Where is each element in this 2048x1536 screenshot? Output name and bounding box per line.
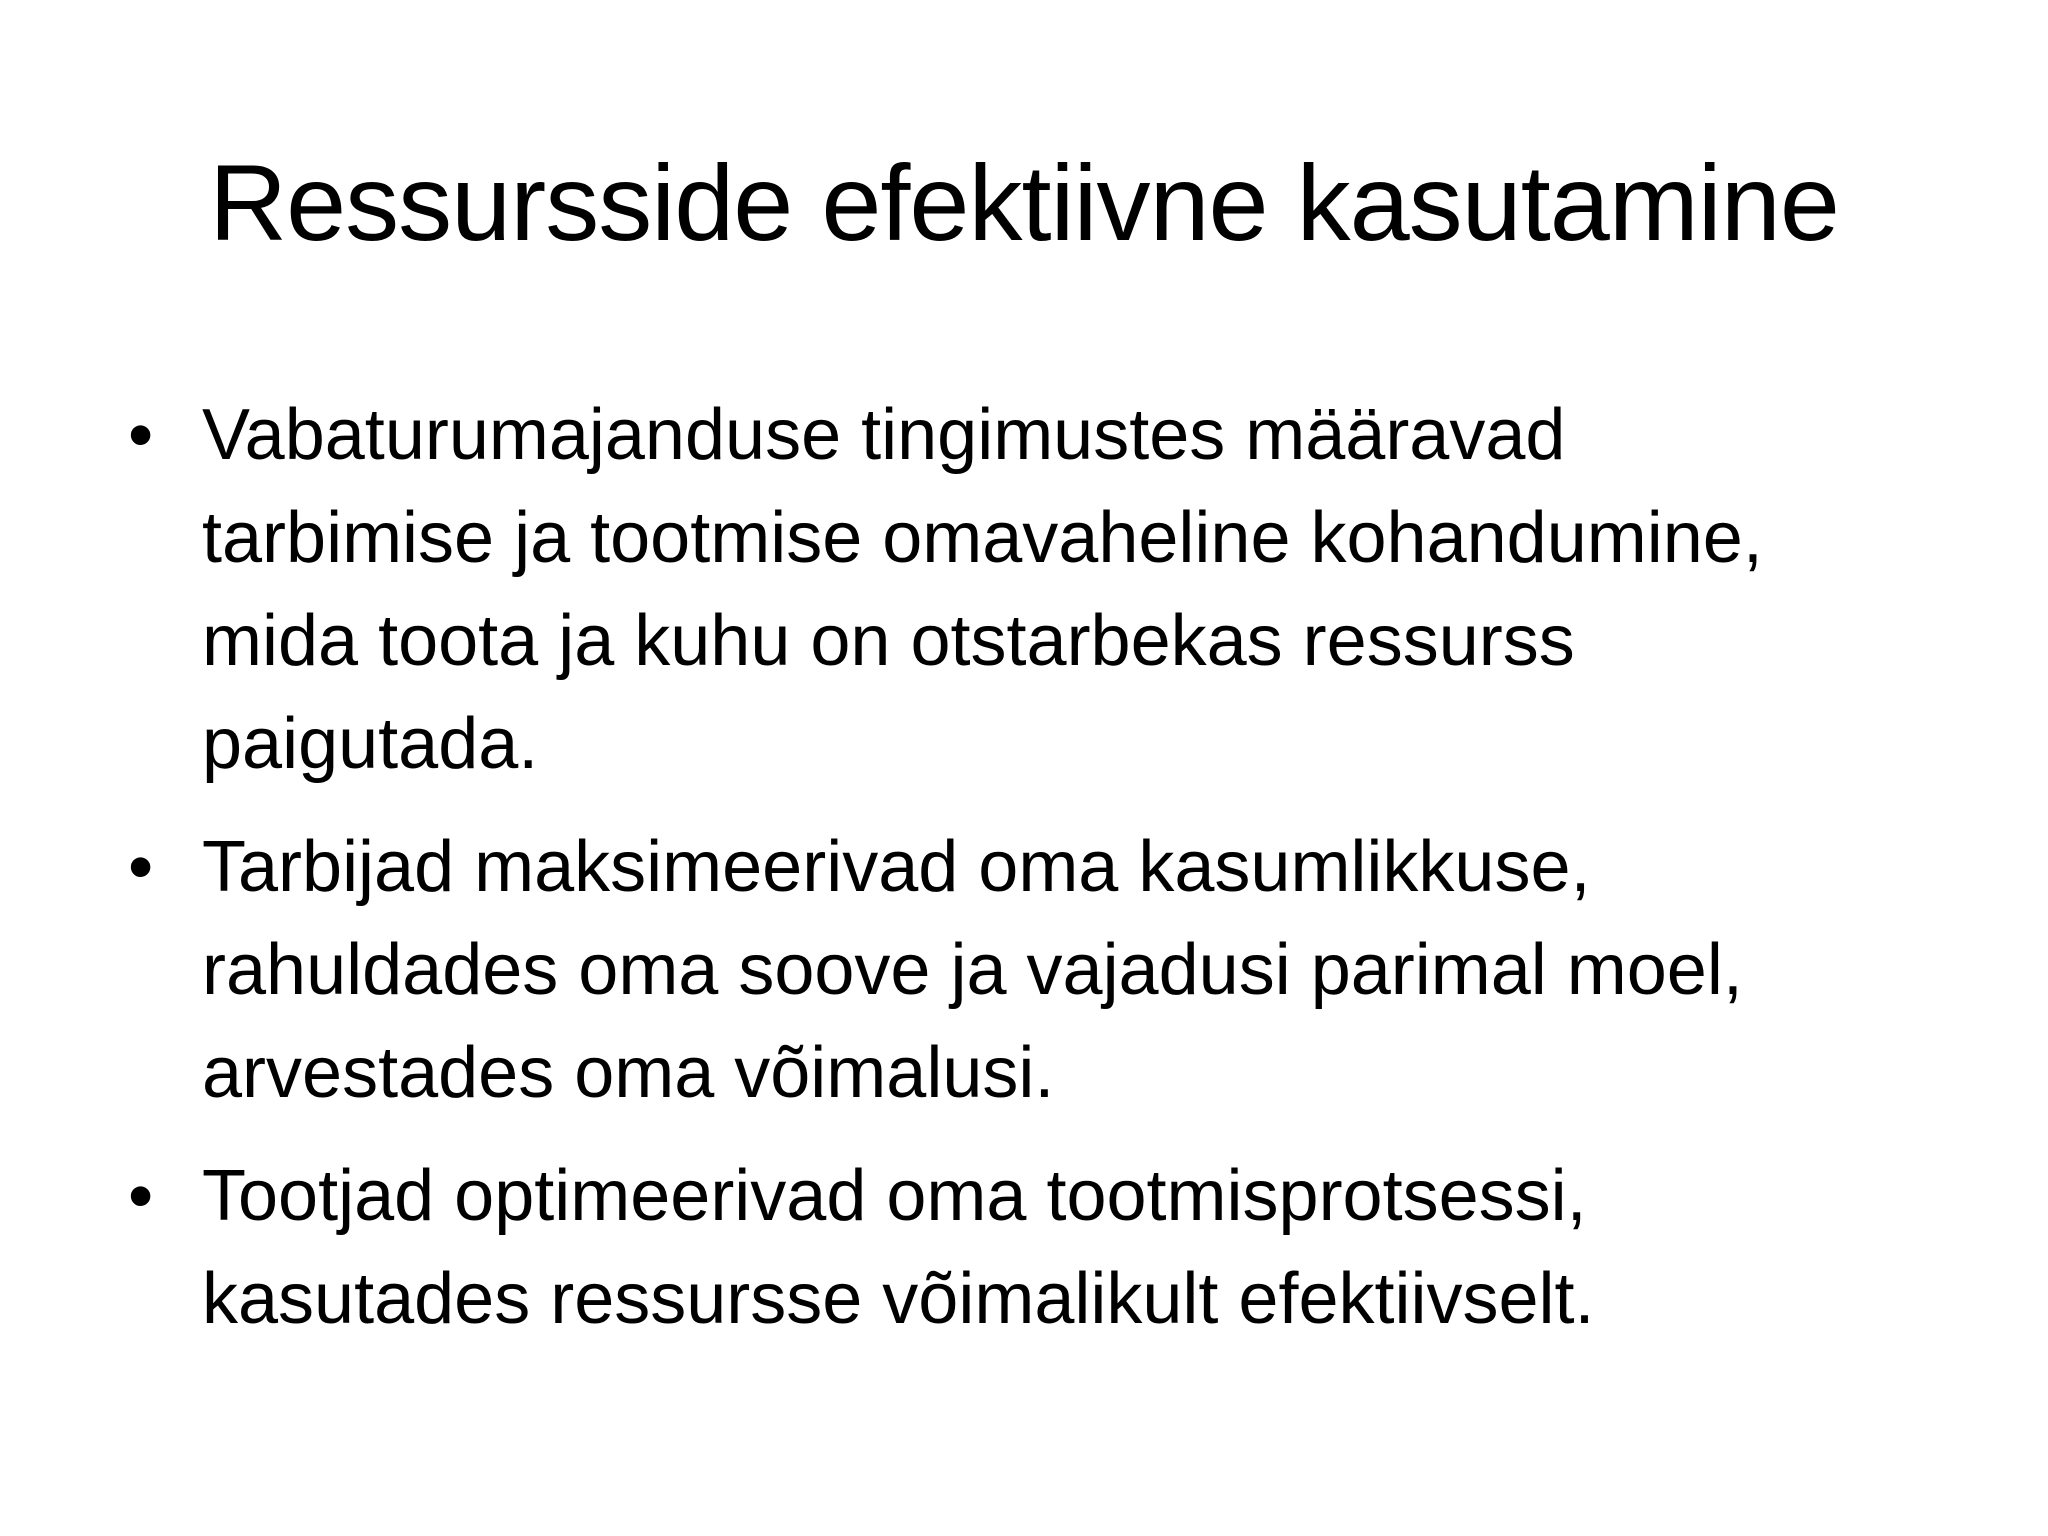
bullet-line: kasutades ressursse võimalikult efektiivselt. xyxy=(202,1259,1595,1339)
bullet-text xyxy=(202,384,1948,796)
bullet-line: mida toota ja kuhu on otstarbekas ressurss xyxy=(202,601,1575,681)
bullet-line: Tarbijad maksimeerivad oma kasumlikkuse, xyxy=(202,827,1591,907)
bullet-dot-icon: • xyxy=(128,395,154,475)
bullet-line: paigutada. xyxy=(202,704,539,784)
bullet-line: rahuldades oma soove ja vajadusi parimal moel, xyxy=(202,930,1743,1010)
bullet-item xyxy=(128,384,1948,796)
bullet-line: tarbimise ja tootmise omavaheline kohandumine, xyxy=(202,498,1763,578)
slide-title: Ressursside efektiivne kasutamine xyxy=(209,142,1839,263)
bullet-line: Vabaturumajanduse tingimustes määravad xyxy=(202,395,1566,475)
bullet-line: Tootjad optimeerivad oma tootmisprotsessi, xyxy=(202,1156,1587,1236)
bullet-item xyxy=(128,1145,1948,1351)
bullet-dot-icon: • xyxy=(128,827,154,907)
bullet-text xyxy=(202,816,1948,1125)
bullet-line: arvestades oma võimalusi. xyxy=(202,1033,1055,1113)
bullet-text xyxy=(202,1145,1948,1351)
bullet-list xyxy=(128,384,1948,1371)
bullet-item xyxy=(128,816,1948,1125)
bullet-dot-icon: • xyxy=(128,1156,154,1236)
